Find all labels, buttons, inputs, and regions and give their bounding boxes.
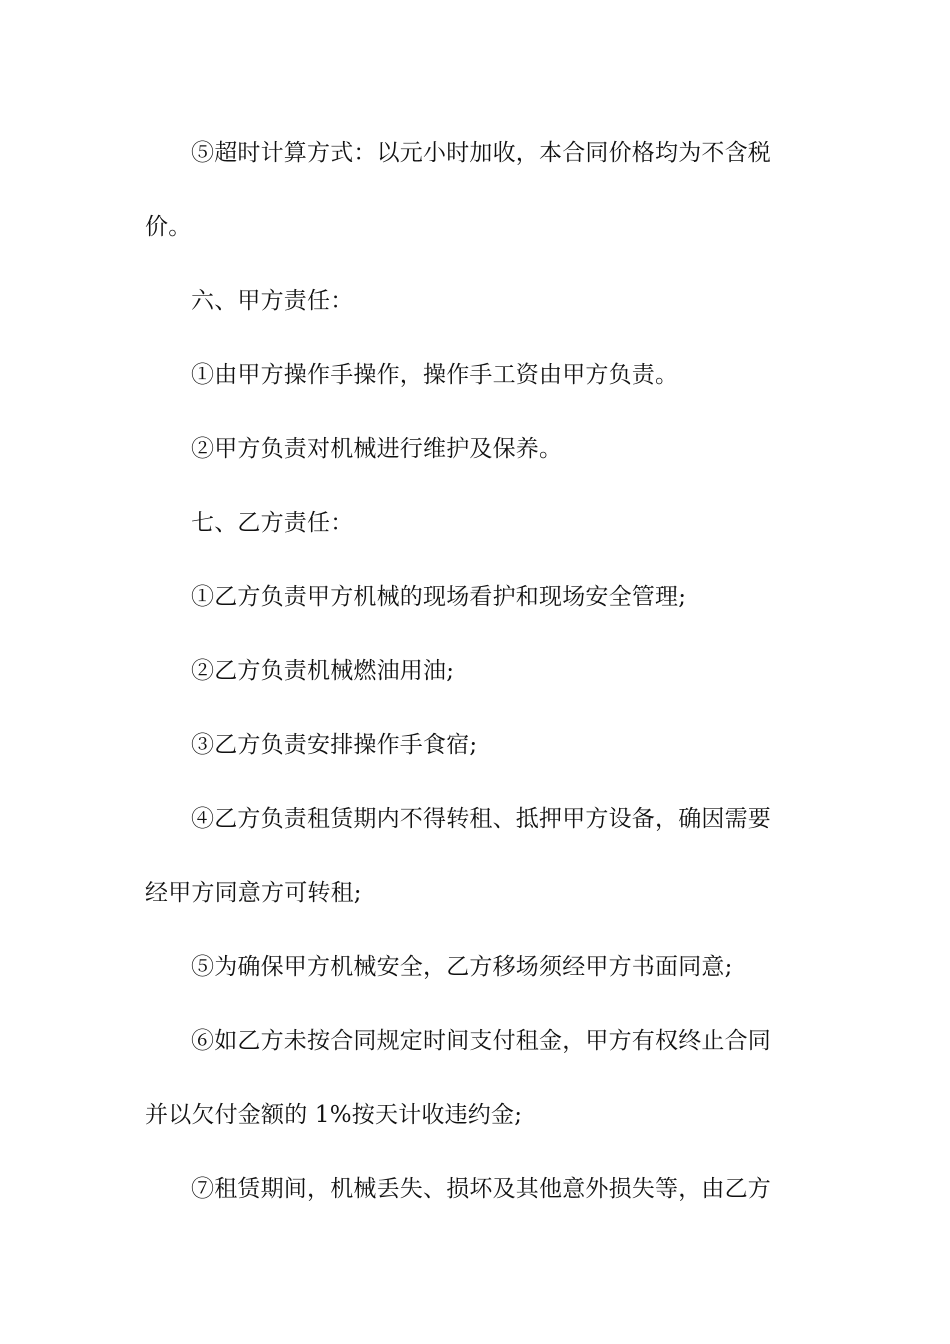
party-a-clause-2: ②甲方负责对机械进行维护及保养。 (191, 436, 563, 462)
party-b-clause-6: ⑥如乙方未按合同规定时间支付租金，甲方有权终止合同 (191, 1028, 771, 1054)
section-heading-party-a-responsibilities: 六、甲方责任： (191, 288, 354, 314)
party-b-clause-6-continued: 并以欠付金额的 1%按天计收违约金; (145, 1102, 523, 1128)
section-heading-party-b-responsibilities: 七、乙方责任： (191, 510, 354, 536)
party-a-clause-1: ①由甲方操作手操作，操作手工资由甲方负责。 (191, 362, 679, 388)
party-b-clause-1: ①乙方负责甲方机械的现场看护和现场安全管理; (191, 584, 687, 610)
clause-overtime-calculation: ⑤超时计算方式：以元小时加收，本合同价格均为不含税 (191, 140, 771, 166)
document-body (145, 128, 805, 1238)
clause-overtime-calculation-continued: 价。 (145, 214, 192, 240)
party-b-clause-7: ⑦租赁期间，机械丢失、损坏及其他意外损失等，由乙方 (191, 1176, 771, 1202)
party-b-clause-4-continued: 经甲方同意方可转租; (145, 880, 362, 906)
party-b-clause-2: ②乙方负责机械燃油用油; (191, 658, 455, 684)
party-b-clause-3: ③乙方负责安排操作手食宿; (191, 732, 478, 758)
party-b-clause-5: ⑤为确保甲方机械安全，乙方移场须经甲方书面同意; (191, 954, 733, 980)
party-b-clause-4: ④乙方负责租赁期内不得转租、抵押甲方设备，确因需要 (191, 806, 771, 832)
